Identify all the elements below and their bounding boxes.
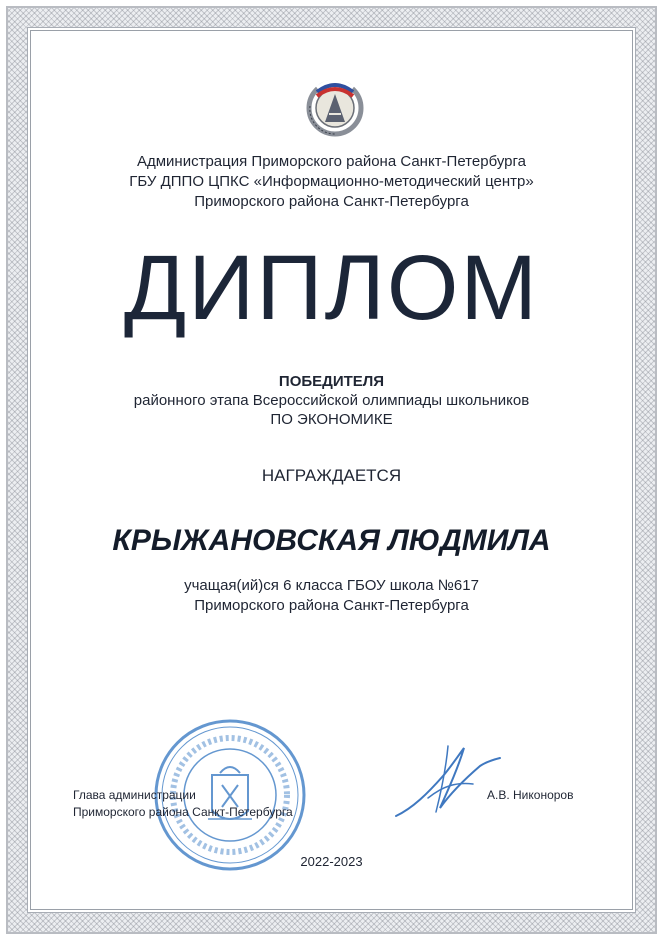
signatory-title-line-1: Глава администрации [73, 788, 196, 802]
awarded-label: НАГРАЖДАЕТСЯ [261, 466, 402, 485]
winner-block [60, 372, 603, 429]
org-line-2: ГБУ ДППО ЦПКС «Информационно-методический центр» [129, 173, 534, 190]
student-class-school: учащая(ий)ся 6 класса ГБОУ школа №617 [184, 577, 479, 594]
recipient-name: КРЫЖАНОВСКАЯ ЛЮДМИЛА [112, 524, 551, 557]
org-line-1: Администрация Приморского района Санкт-Петербурга [136, 153, 526, 170]
olympiad-emblem-icon [295, 66, 375, 146]
winner-label: ПОБЕДИТЕЛЯ [278, 373, 385, 390]
student-district: Приморского района Санкт-Петербурга [194, 597, 469, 614]
signatory-title-line-2: Приморского района Санкт-Петербурга [73, 805, 293, 819]
signature-icon [388, 738, 508, 828]
academic-year: 2022-2023 [300, 854, 363, 869]
organization-header [60, 152, 603, 212]
olympiad-subject: ПО ЭКОНОМИКЕ [270, 411, 393, 428]
signatory-name: А.В. Никоноров [487, 788, 574, 802]
org-line-3: Приморского района Санкт-Петербурга [194, 193, 469, 210]
student-info [60, 576, 603, 616]
olympiad-stage: районного этапа Всероссийской олимпиады школьников [133, 392, 530, 409]
diploma-title: ДИПЛОМ [123, 237, 540, 339]
signatory-title [73, 787, 293, 821]
